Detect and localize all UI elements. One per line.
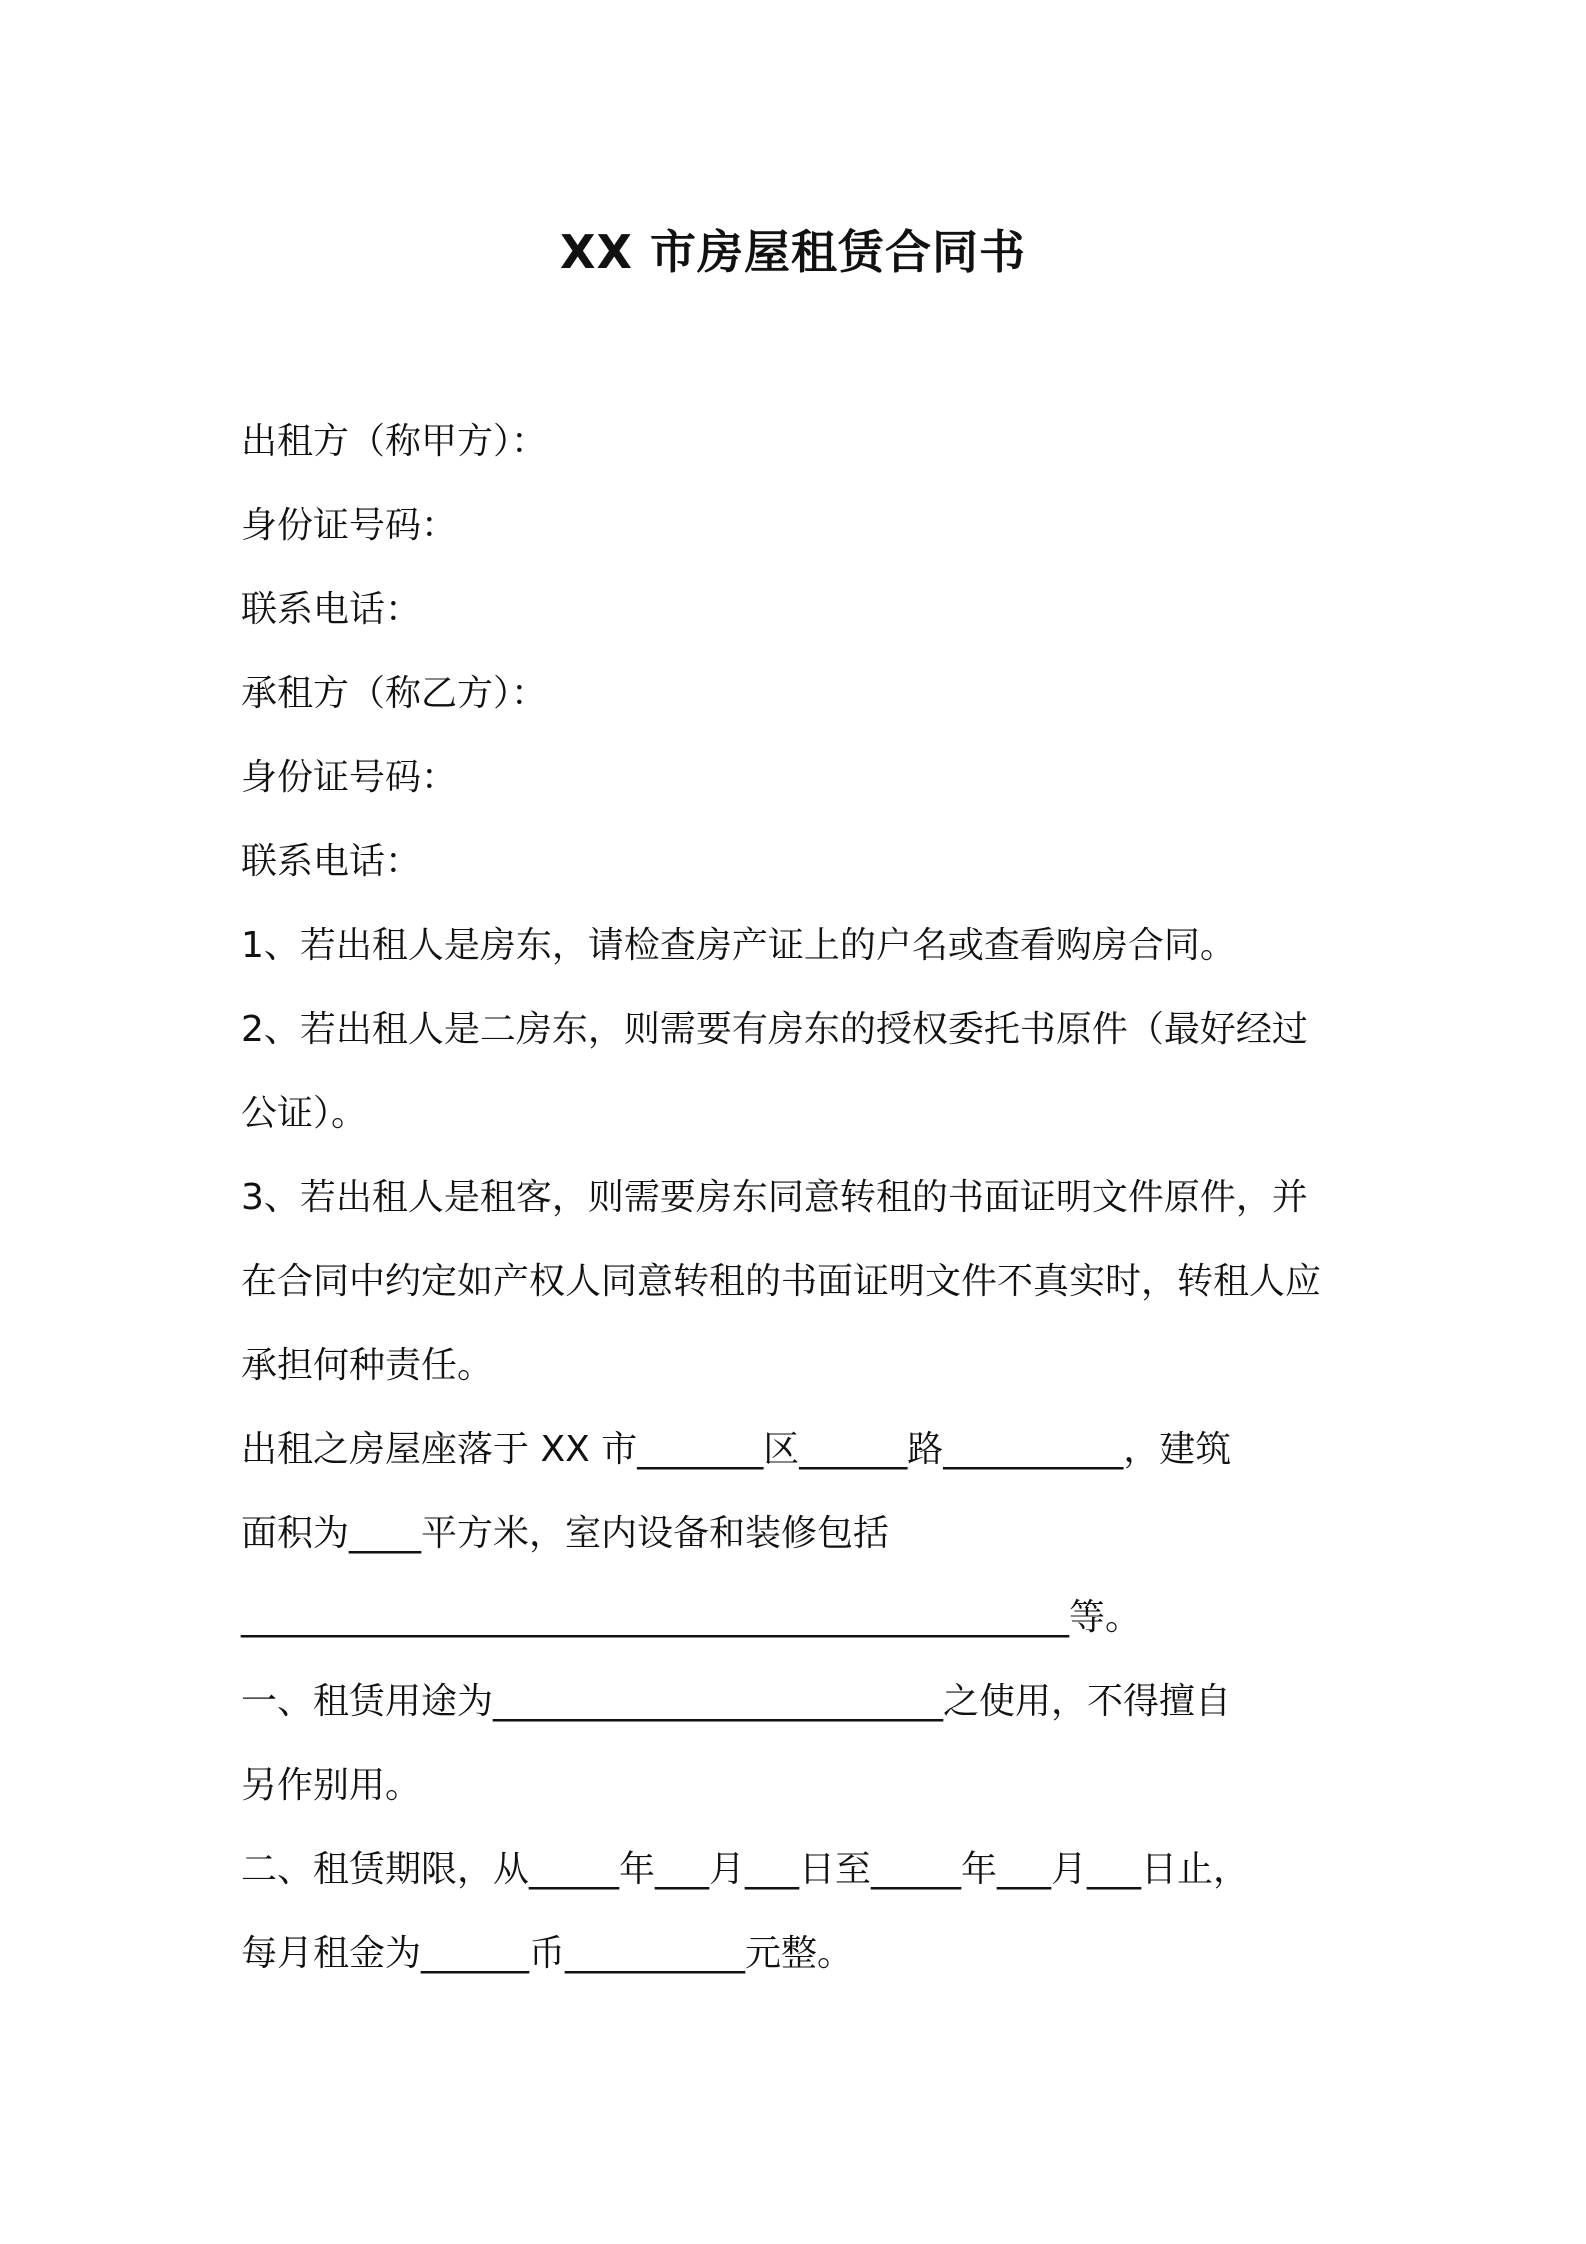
note-3-line-b: 在合同中约定如产权人同意转租的书面证明文件不真实时，转租人应 [241,1261,1322,1302]
note-2-line-a: 2、若出租人是二房东，则需要有房东的授权委托书原件（最好经过 [241,1009,1308,1050]
lessee-line: 承租方（称乙方）： [241,673,548,714]
lessee-id-line: 身份证号码： [241,757,458,798]
usage-line-b: 另作别用。 [241,1765,422,1806]
lessor-line: 出租方（称甲方）： [241,421,548,462]
lessor-id-line: 身份证号码： [241,505,458,546]
term-line-a: 二、租赁期限，从_____年___月___日至_____年___月___日止， [241,1849,1250,1890]
note-3-line-c: 承担何种责任。 [241,1345,494,1386]
note-3-line-a: 3、若出租人是租客，则需要房东同意转租的书面证明文件原件，并 [241,1177,1308,1218]
lessor-phone-line: 联系电话： [241,589,422,630]
document-title: XX 市房屋租赁合同书 [560,225,1026,279]
document-body [241,400,1361,1996]
note-2-line-b: 公证）。 [241,1093,368,1134]
lessee-phone-line: 联系电话： [241,841,422,882]
note-1-line: 1、若出租人是房东，请检查房产证上的户名或查看购房合同。 [241,925,1236,966]
term-line-b: 每月租金为______币__________元整。 [241,1933,854,1974]
property-location-line: 出租之房屋座落于 XX 市_______区______路__________，建筑 [241,1429,1232,1470]
usage-line-a: 一、租赁用途为_________________________之使用，不得擅自 [241,1681,1232,1722]
property-equipment-line: ______________________________________________等。 [241,1597,1141,1638]
property-area-line: 面积为____平方米，室内设备和装修包括 [241,1513,890,1554]
